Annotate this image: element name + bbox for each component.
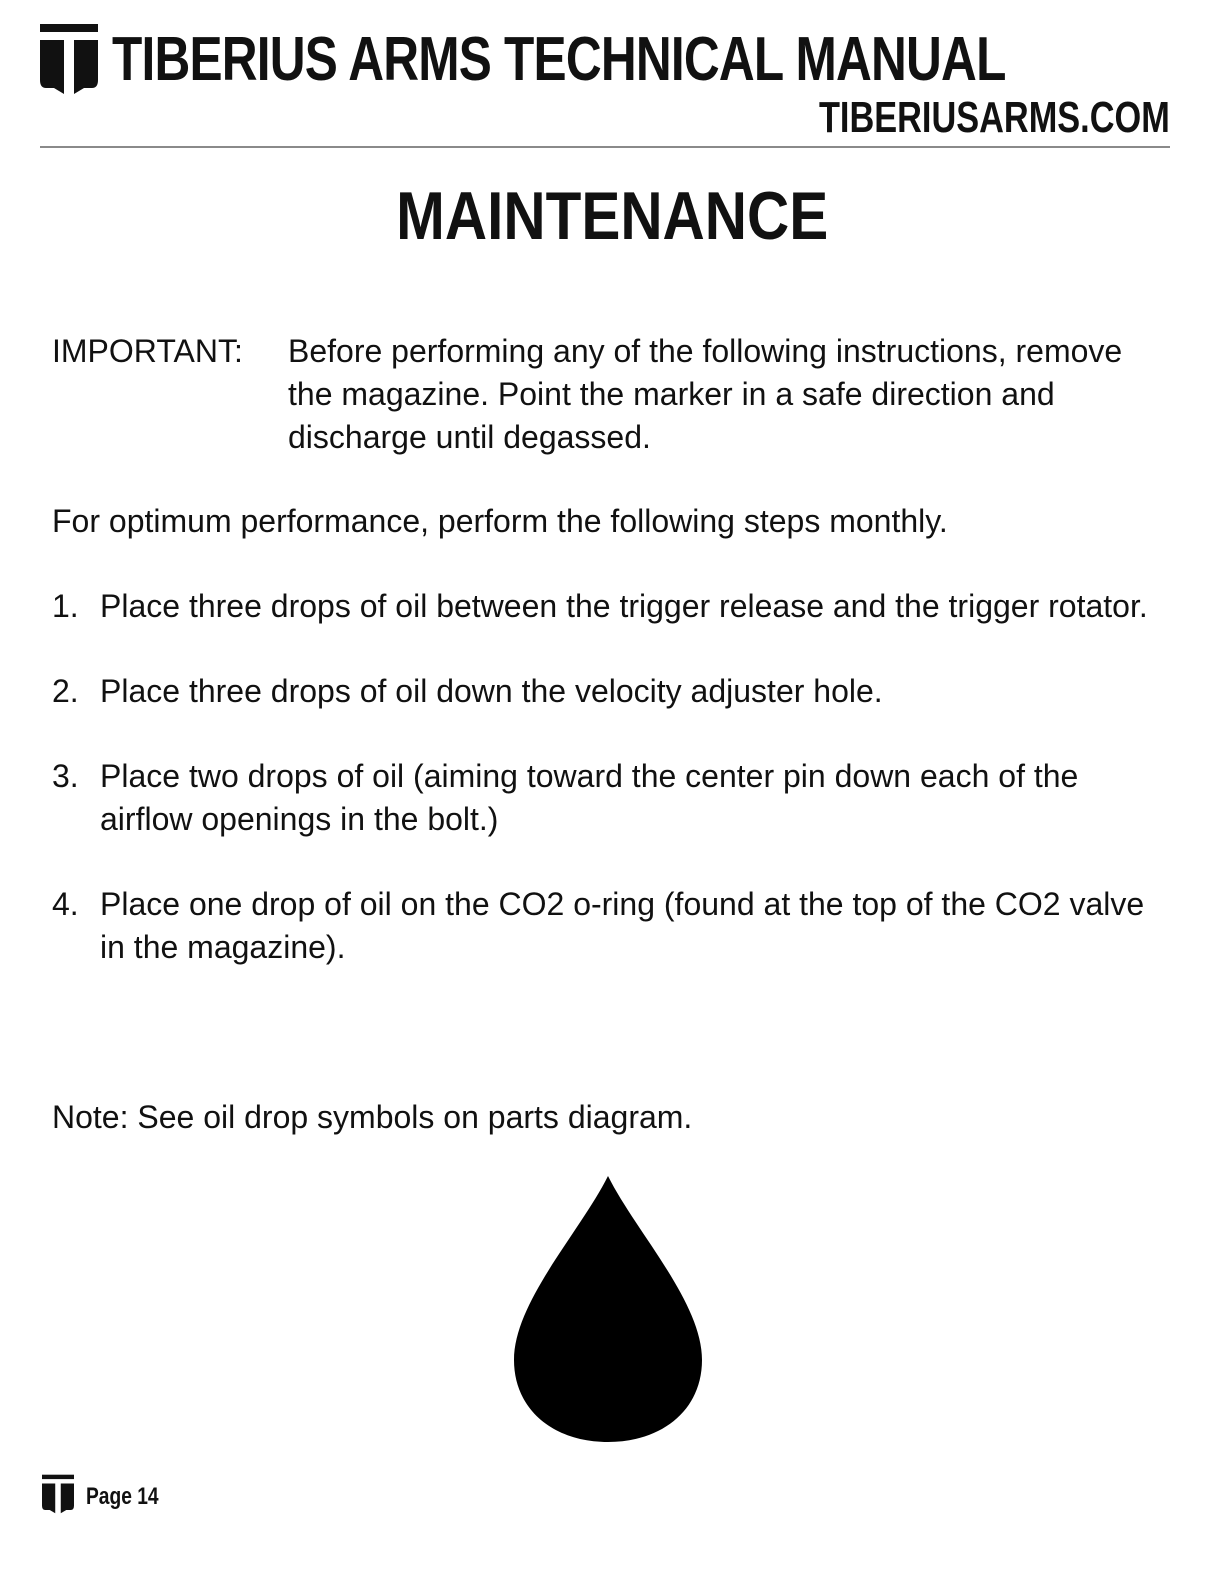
- header-divider: [40, 146, 1170, 148]
- step-number: 3.: [52, 758, 79, 794]
- important-notice: [52, 330, 1162, 459]
- step-text: Place three drops of oil down the velocity adjuster hole.: [100, 673, 883, 709]
- step-2: [52, 670, 1162, 713]
- important-label: IMPORTANT:: [52, 333, 243, 369]
- maintenance-steps: [52, 585, 1162, 1011]
- step-number: 2.: [52, 673, 79, 709]
- step-text: Place one drop of oil on the CO2 o-ring (found at the top of the CO2 valve in the magazine).: [100, 886, 1145, 965]
- page-number: Page 14: [86, 1483, 159, 1510]
- manual-title: TIBERIUS ARMS TECHNICAL MANUAL: [112, 25, 1006, 94]
- header-logo-icon: [40, 24, 98, 94]
- step-text: Place three drops of oil between the trigger release and the trigger rotator.: [100, 588, 1148, 624]
- step-text: Place two drops of oil (aiming toward the center pin down each of the airflow openings in the bolt.): [100, 758, 1079, 837]
- step-4: [52, 883, 1162, 969]
- note-text: Note: See oil drop symbols on parts diagram.: [52, 1099, 693, 1135]
- website-url: TIBERIUSARMS.COM: [819, 93, 1170, 142]
- step-1: [52, 585, 1162, 628]
- page-heading: MAINTENANCE: [395, 178, 829, 254]
- footer-logo-icon: [42, 1473, 74, 1520]
- important-text: Before performing any of the following instructions, remove the magazine. Point the marker in a safe direction and discharge until degassed.: [288, 333, 1123, 455]
- step-3: [52, 755, 1162, 841]
- step-number: 4.: [52, 886, 79, 922]
- step-number: 1.: [52, 588, 79, 624]
- oil-drop-icon: [510, 1172, 706, 1449]
- intro-text: For optimum performance, perform the following steps monthly.: [52, 503, 948, 539]
